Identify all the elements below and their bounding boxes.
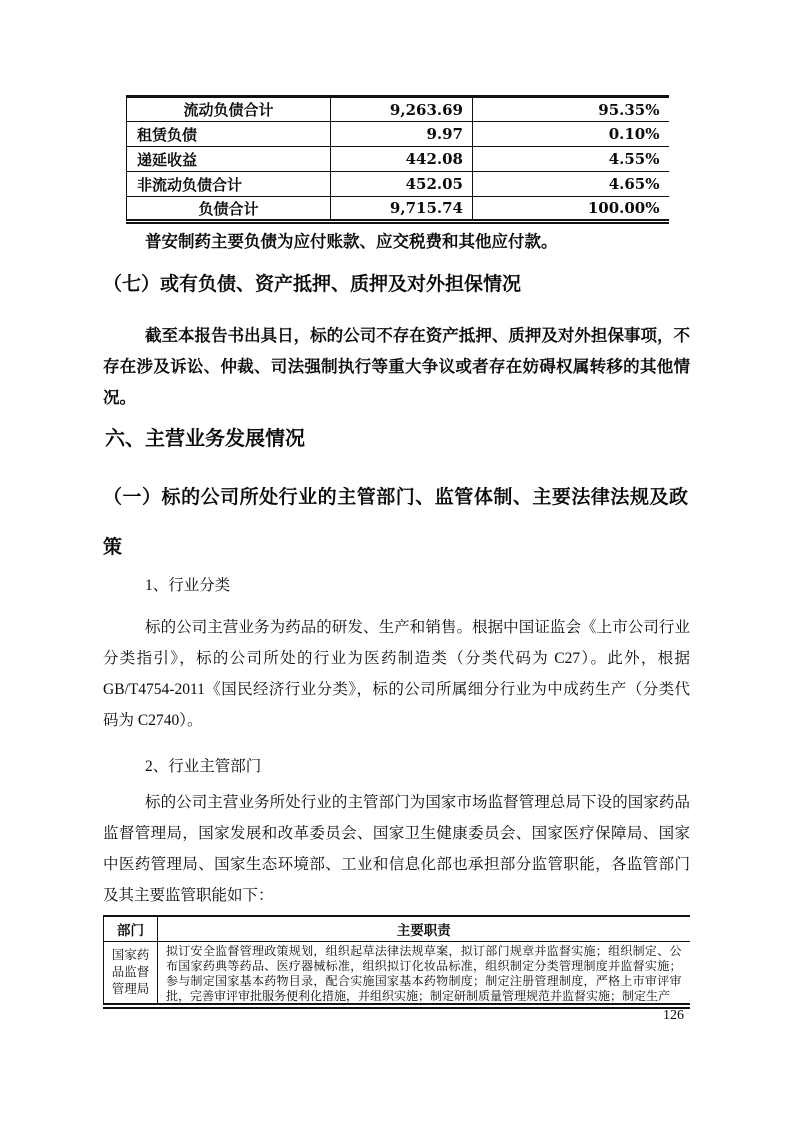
row-value: 452.05 <box>331 172 473 197</box>
row-percent: 4.55% <box>473 147 669 172</box>
regulator-table <box>103 915 690 1009</box>
regulator-dept-cell: 国家药品监督管理局 <box>104 941 158 1006</box>
row-value: 9,263.69 <box>331 97 473 122</box>
row-value: 9.97 <box>331 122 473 147</box>
paragraph-industry-classification: 标的公司主营业务为药品的研发、生产和销售。根据中国证监会《上市公司行业分类指引》，标的公司所处的行业为医药制造类（分类代码为 C27）。此外，根据 GB/T4754-2011《国民经济行业分类》，标的公司所属细分行业为中成药生产（分类代码为 C2740）。 <box>103 619 690 729</box>
regulator-table-header-dept: 部门 <box>104 916 158 941</box>
table-row <box>127 197 669 222</box>
row-percent: 4.65% <box>473 172 669 197</box>
regulator-duty-cell <box>158 941 690 1006</box>
row-percent: 95.35% <box>473 97 669 122</box>
regulator-table-header-duty: 主要职责 <box>158 916 690 941</box>
row-label: 负债合计 <box>127 197 331 222</box>
row-label: 流动负债合计 <box>127 97 331 122</box>
row-value: 442.08 <box>331 147 473 172</box>
row-label: 非流动负债合计 <box>127 172 331 197</box>
row-label: 租赁负债 <box>127 122 331 147</box>
paragraph-industry-regulators: 标的公司主营业务所处行业的主管部门为国家市场监督管理总局下设的国家药品监督管理局，国家发展和改革委员会、国家卫生健康委员会、国家医疗保障局、国家中医药管理局、国家生态环境部、工业和信息化部也承担部分监管职能，各监管部门及其主要监管职能如下： <box>103 794 690 904</box>
regulator-duty-text: 拟订安全监督管理政策规划，组织起草法律法规草案，拟订部门规章并监督实施；组织制定、公布国家药典等药品、医疗器械标准，组织拟订化妆品标准，组织制定分类管理制度并监督实施；参与制定国家基本药物目录，配合实施国家基本药物制度；制定注册管理制度，严格上市审评审批，完善审评审批服务便利化措施，并组织实施；制定研制质量管理规范并监督实施；制定生产 <box>166 943 682 1003</box>
row-value: 9,715.74 <box>331 197 473 222</box>
subheading-industry-classification: 1、行业分类 <box>145 577 231 594</box>
table-header-row <box>104 916 690 941</box>
table-row <box>127 147 669 172</box>
paragraph-puan-liabilities: 普安制药主要负债为应付账款、应交税费和其他应付款。 <box>145 232 558 251</box>
row-percent: 0.10% <box>473 122 669 147</box>
table-row <box>104 941 690 1006</box>
table-row <box>127 172 669 197</box>
table-row <box>127 97 669 122</box>
row-percent: 100.00% <box>473 197 669 222</box>
heading-section-1-industry: （一）标的公司所处行业的主管部门、监管体制、主要法律法规及政策 <box>103 487 688 558</box>
row-label: 递延收益 <box>127 147 331 172</box>
heading-section-7-guarantees: （七）或有负债、资产抵押、质押及对外担保情况 <box>103 274 522 295</box>
liabilities-table <box>126 95 669 224</box>
page-number: 126 <box>663 1008 684 1023</box>
table-row <box>127 122 669 147</box>
heading-chapter-6-main-business: 六、主营业务发展情况 <box>105 428 305 450</box>
subheading-industry-regulators: 2、行业主管部门 <box>145 758 262 775</box>
paragraph-guarantee-status: 截至本报告书出具日，标的公司不存在资产抵押、质押及对外担保事项，不存在涉及诉讼、仲裁、司法强制执行等重大争议或者存在妨碍权属转移的其他情况。 <box>103 326 690 407</box>
